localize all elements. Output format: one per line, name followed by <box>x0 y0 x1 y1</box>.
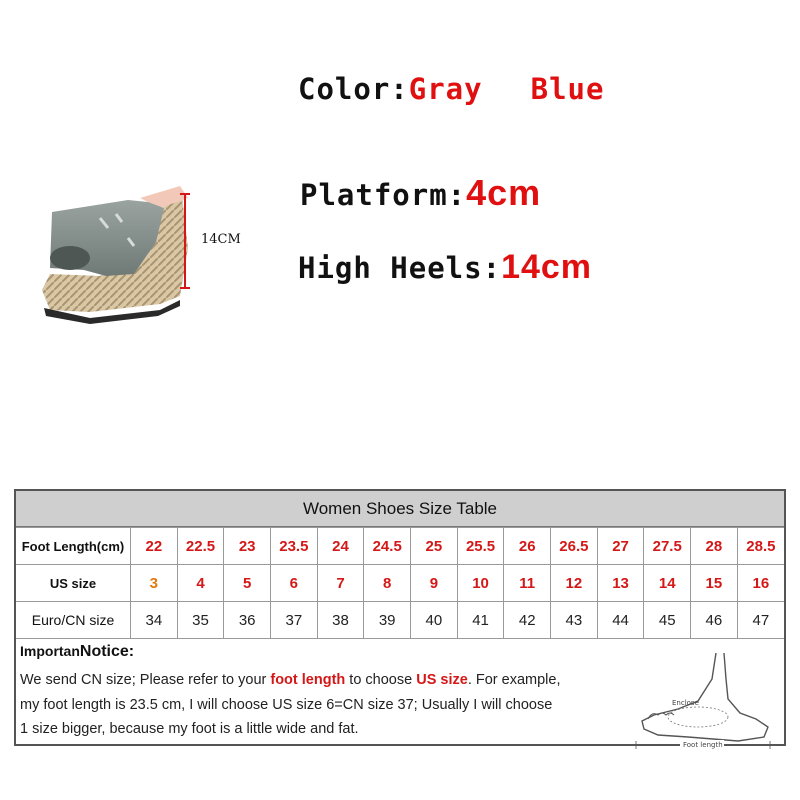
notice-line-1-a: We send CN size; Please refer to your <box>20 672 271 688</box>
size-cell: 47 <box>737 602 784 639</box>
notice-line-2: my foot length is 23.5 cm, I will choose US size 6=CN size 37; Usually I will choose <box>20 696 553 713</box>
row-label: Foot Length(cm) <box>16 528 131 565</box>
enclose-label: Enclose <box>672 699 699 707</box>
size-cell: 15 <box>691 565 738 602</box>
platform-value: 4cm <box>466 172 542 213</box>
size-cell: 45 <box>644 602 691 639</box>
euro-size-row <box>16 602 784 639</box>
size-cell: 44 <box>597 602 644 639</box>
foot-length-row <box>16 528 784 565</box>
size-cell: 5 <box>224 565 271 602</box>
notice-line-3: 1 size bigger, because my foot is a little wide and fat. <box>20 721 359 737</box>
size-cell: 43 <box>551 602 598 639</box>
size-cell: 13 <box>597 565 644 602</box>
size-cell: 39 <box>364 602 411 639</box>
size-cell: 25 <box>411 528 458 565</box>
size-cell: 10 <box>457 565 504 602</box>
size-cell: 28.5 <box>737 528 784 565</box>
foot-length-emphasis: foot length <box>270 672 346 688</box>
heel-spec <box>298 248 592 287</box>
us-size-emphasis: US size <box>416 672 468 688</box>
size-cell: 23.5 <box>271 528 318 565</box>
notice-section <box>16 639 784 751</box>
size-grid <box>16 527 784 639</box>
size-table-title: Women Shoes Size Table <box>16 491 784 527</box>
size-cell: 37 <box>271 602 318 639</box>
notice-title-b: Notice: <box>79 643 135 660</box>
heel-height-label: 14CM <box>201 232 241 247</box>
notice-title-a: Importan <box>20 643 80 659</box>
size-cell: 22.5 <box>177 528 224 565</box>
color-value-gray: Gray <box>408 72 483 106</box>
size-cell: 25.5 <box>457 528 504 565</box>
size-cell: 26 <box>504 528 551 565</box>
notice-line-1-b: to choose <box>345 672 417 688</box>
size-cell: 26.5 <box>551 528 598 565</box>
size-table <box>14 489 786 749</box>
size-cell: 11 <box>504 565 551 602</box>
size-cell: 42 <box>504 602 551 639</box>
heel-value: 14cm <box>501 248 593 286</box>
notice-line-1-c: . For example, <box>467 672 561 688</box>
size-cell: 27.5 <box>644 528 691 565</box>
wedge-sandal-image <box>30 178 190 326</box>
size-cell: 16 <box>737 565 784 602</box>
size-cell: 8 <box>364 565 411 602</box>
heel-height-marker <box>178 193 192 289</box>
size-cell: 40 <box>411 602 458 639</box>
color-label: Color: <box>298 72 409 106</box>
notice-line-1 <box>20 668 630 693</box>
size-cell: 22 <box>131 528 178 565</box>
notice-title <box>20 643 134 661</box>
size-cell: 38 <box>317 602 364 639</box>
heel-label: High Heels: <box>298 251 502 285</box>
notice-text <box>20 668 630 742</box>
color-value-blue: Blue <box>530 72 605 106</box>
foot-length-label: Foot length <box>683 741 723 749</box>
size-cell: 24 <box>317 528 364 565</box>
foot-diagram-image <box>628 649 778 749</box>
size-cell: 4 <box>177 565 224 602</box>
size-cell: 41 <box>457 602 504 639</box>
size-cell: 36 <box>224 602 271 639</box>
size-cell: 34 <box>131 602 178 639</box>
size-cell: 28 <box>691 528 738 565</box>
size-cell: 9 <box>411 565 458 602</box>
size-cell: 23 <box>224 528 271 565</box>
size-cell: 27 <box>597 528 644 565</box>
us-size-row <box>16 565 784 602</box>
row-label: Euro/CN size <box>16 602 131 639</box>
color-spec <box>298 72 604 106</box>
size-cell: 3 <box>131 565 178 602</box>
platform-spec <box>300 172 541 214</box>
platform-label: Platform: <box>300 178 467 212</box>
size-cell: 6 <box>271 565 318 602</box>
size-cell: 14 <box>644 565 691 602</box>
row-label: US size <box>16 565 131 602</box>
size-cell: 35 <box>177 602 224 639</box>
size-cell: 24.5 <box>364 528 411 565</box>
size-cell: 12 <box>551 565 598 602</box>
size-cell: 46 <box>691 602 738 639</box>
size-cell: 7 <box>317 565 364 602</box>
